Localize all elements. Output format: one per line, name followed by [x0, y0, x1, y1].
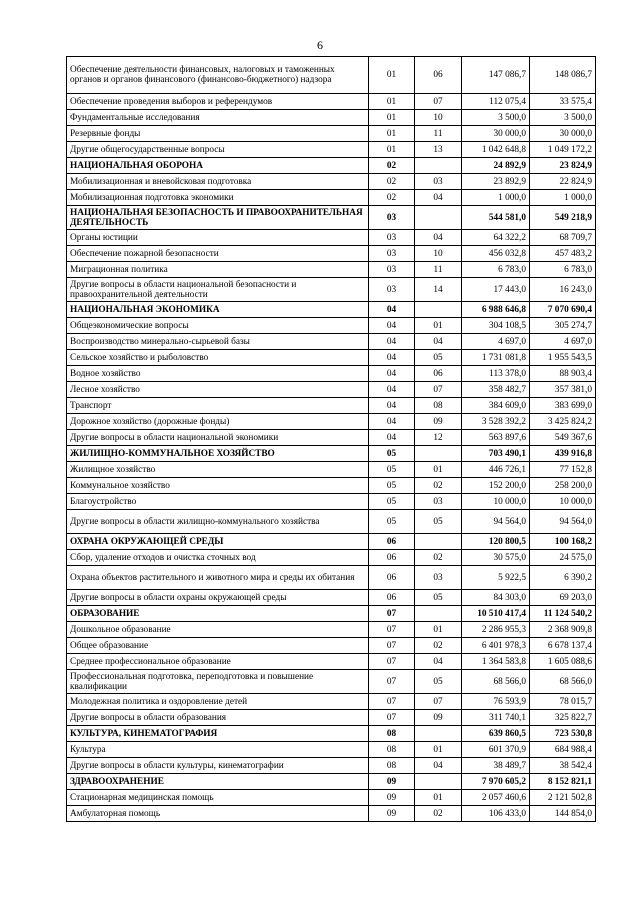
item-name: Дорожное хозяйство (дорожные фонды) [67, 414, 369, 430]
subsection-code [415, 302, 462, 318]
item-name: Другие вопросы в области культуры, кинематографии [67, 758, 369, 774]
item-name: Лесное хозяйство [67, 382, 369, 398]
amount-year-1: 68 566,0 [462, 670, 530, 694]
section-code: 04 [369, 382, 415, 398]
table-row [67, 94, 596, 110]
amount-year-1: 38 489,7 [462, 758, 530, 774]
amount-year-1: 4 697,0 [462, 334, 530, 350]
amount-year-2: 88 903,4 [530, 366, 596, 382]
subsection-code: 14 [415, 278, 462, 302]
subsection-code [415, 606, 462, 622]
amount-year-2: 1 049 172,2 [530, 142, 596, 158]
subsection-code: 04 [415, 334, 462, 350]
table-row [67, 510, 596, 534]
table-row [67, 638, 596, 654]
amount-year-1: 84 303,0 [462, 590, 530, 606]
subsection-code: 05 [415, 350, 462, 366]
item-name: Мобилизационная подготовка экономики [67, 190, 369, 206]
item-name: Жилищное хозяйство [67, 462, 369, 478]
budget-table-body [67, 57, 596, 822]
amount-year-1: 3 528 392,2 [462, 414, 530, 430]
amount-year-1: 304 108,5 [462, 318, 530, 334]
subsection-code: 07 [415, 94, 462, 110]
subsection-code: 09 [415, 414, 462, 430]
item-name: ЖИЛИЩНО-КОММУНАЛЬНОЕ ХОЗЯЙСТВО [67, 446, 369, 462]
amount-year-1: 601 370,9 [462, 742, 530, 758]
section-code: 06 [369, 534, 415, 550]
section-code: 08 [369, 758, 415, 774]
table-row [67, 126, 596, 142]
amount-year-2: 357 381,0 [530, 382, 596, 398]
section-code: 07 [369, 622, 415, 638]
amount-year-1: 17 443,0 [462, 278, 530, 302]
amount-year-1: 30 575,0 [462, 550, 530, 566]
amount-year-2: 69 203,0 [530, 590, 596, 606]
subsection-code: 01 [415, 742, 462, 758]
amount-year-1: 30 000,0 [462, 126, 530, 142]
item-name: Водное хозяйство [67, 366, 369, 382]
item-name: Среднее профессиональное образование [67, 654, 369, 670]
section-code: 01 [369, 142, 415, 158]
table-row [67, 230, 596, 246]
amount-year-1: 106 433,0 [462, 806, 530, 822]
amount-year-1: 3 500,0 [462, 110, 530, 126]
item-name: Транспорт [67, 398, 369, 414]
subsection-code: 10 [415, 110, 462, 126]
table-row [67, 350, 596, 366]
section-code: 04 [369, 318, 415, 334]
table-row [67, 622, 596, 638]
table-row [67, 206, 596, 230]
section-code: 01 [369, 126, 415, 142]
amount-year-1: 703 490,1 [462, 446, 530, 462]
section-code: 07 [369, 710, 415, 726]
amount-year-1: 544 581,0 [462, 206, 530, 230]
subsection-code: 06 [415, 366, 462, 382]
amount-year-2: 144 854,0 [530, 806, 596, 822]
table-row [67, 494, 596, 510]
page-number: 6 [317, 38, 323, 52]
subsection-code: 13 [415, 142, 462, 158]
amount-year-1: 10 510 417,4 [462, 606, 530, 622]
table-row [67, 550, 596, 566]
amount-year-2: 7 070 690,4 [530, 302, 596, 318]
table-row [67, 670, 596, 694]
subsection-code: 05 [415, 590, 462, 606]
item-name: Общее образование [67, 638, 369, 654]
amount-year-2: 68 566,0 [530, 670, 596, 694]
section-code: 07 [369, 670, 415, 694]
amount-year-2: 549 218,9 [530, 206, 596, 230]
amount-year-2: 305 274,7 [530, 318, 596, 334]
table-row [67, 278, 596, 302]
section-code: 07 [369, 638, 415, 654]
item-name: ОХРАНА ОКРУЖАЮЩЕЙ СРЕДЫ [67, 534, 369, 550]
amount-year-1: 152 200,0 [462, 478, 530, 494]
amount-year-1: 1 731 081,8 [462, 350, 530, 366]
table-row [67, 534, 596, 550]
section-code: 05 [369, 446, 415, 462]
subsection-code: 01 [415, 790, 462, 806]
table-row [67, 462, 596, 478]
section-code: 07 [369, 694, 415, 710]
section-code: 04 [369, 302, 415, 318]
section-code: 03 [369, 206, 415, 230]
subsection-code: 09 [415, 710, 462, 726]
amount-year-2: 2 121 502,8 [530, 790, 596, 806]
subsection-code: 04 [415, 190, 462, 206]
item-name: Резервные фонды [67, 126, 369, 142]
amount-year-1: 23 892,9 [462, 174, 530, 190]
item-name: Другие вопросы в области национальной экономики [67, 430, 369, 446]
amount-year-1: 2 057 460,6 [462, 790, 530, 806]
subsection-code: 04 [415, 654, 462, 670]
amount-year-2: 4 697,0 [530, 334, 596, 350]
table-row [67, 334, 596, 350]
amount-year-2: 439 916,8 [530, 446, 596, 462]
amount-year-1: 358 482,7 [462, 382, 530, 398]
amount-year-1: 446 726,1 [462, 462, 530, 478]
section-code: 04 [369, 414, 415, 430]
section-code: 08 [369, 726, 415, 742]
table-row [67, 318, 596, 334]
section-code: 05 [369, 478, 415, 494]
amount-year-1: 113 378,0 [462, 366, 530, 382]
subsection-code: 06 [415, 57, 462, 94]
table-row [67, 726, 596, 742]
section-code: 04 [369, 430, 415, 446]
amount-year-2: 3 425 824,2 [530, 414, 596, 430]
amount-year-2: 325 822,7 [530, 710, 596, 726]
section-code: 07 [369, 654, 415, 670]
item-name: Обеспечение пожарной безопасности [67, 246, 369, 262]
amount-year-1: 76 593,9 [462, 694, 530, 710]
amount-year-1: 1 364 583,8 [462, 654, 530, 670]
subsection-code [415, 206, 462, 230]
section-code: 09 [369, 806, 415, 822]
section-code: 02 [369, 190, 415, 206]
subsection-code: 11 [415, 126, 462, 142]
item-name: Органы юстиции [67, 230, 369, 246]
item-name: Миграционная политика [67, 262, 369, 278]
amount-year-1: 2 286 955,3 [462, 622, 530, 638]
section-code: 03 [369, 262, 415, 278]
item-name: Фундаментальные исследования [67, 110, 369, 126]
table-row [67, 790, 596, 806]
amount-year-2: 258 200,0 [530, 478, 596, 494]
section-code: 09 [369, 774, 415, 790]
subsection-code: 07 [415, 694, 462, 710]
amount-year-2: 78 015,7 [530, 694, 596, 710]
item-name: НАЦИОНАЛЬНАЯ ОБОРОНА [67, 158, 369, 174]
amount-year-1: 456 032,8 [462, 246, 530, 262]
table-row [67, 190, 596, 206]
amount-year-2: 22 824,9 [530, 174, 596, 190]
table-row [67, 758, 596, 774]
table-row [67, 566, 596, 590]
subsection-code: 02 [415, 550, 462, 566]
amount-year-2: 6 390,2 [530, 566, 596, 590]
table-row [67, 446, 596, 462]
subsection-code: 12 [415, 430, 462, 446]
amount-year-2: 94 564,0 [530, 510, 596, 534]
section-code: 01 [369, 57, 415, 94]
amount-year-1: 1 000,0 [462, 190, 530, 206]
table-row [67, 590, 596, 606]
table-row [67, 57, 596, 94]
amount-year-2: 77 152,8 [530, 462, 596, 478]
amount-year-1: 24 892,9 [462, 158, 530, 174]
table-row [67, 382, 596, 398]
table-row [67, 654, 596, 670]
item-name: Другие вопросы в области охраны окружающей среды [67, 590, 369, 606]
amount-year-2: 23 824,9 [530, 158, 596, 174]
section-code: 04 [369, 366, 415, 382]
table-row [67, 398, 596, 414]
amount-year-2: 1 605 088,6 [530, 654, 596, 670]
item-name: Сельское хозяйство и рыболовство [67, 350, 369, 366]
table-row [67, 262, 596, 278]
subsection-code: 04 [415, 758, 462, 774]
section-code: 05 [369, 462, 415, 478]
section-code: 06 [369, 550, 415, 566]
subsection-code [415, 774, 462, 790]
amount-year-1: 112 075,4 [462, 94, 530, 110]
subsection-code [415, 534, 462, 550]
amount-year-1: 7 970 605,2 [462, 774, 530, 790]
item-name: Обеспечение проведения выборов и референдумов [67, 94, 369, 110]
amount-year-1: 64 322,2 [462, 230, 530, 246]
subsection-code: 03 [415, 566, 462, 590]
table-row [67, 302, 596, 318]
section-code: 09 [369, 790, 415, 806]
amount-year-2: 8 152 821,1 [530, 774, 596, 790]
item-name: Сбор, удаление отходов и очистка сточных вод [67, 550, 369, 566]
amount-year-2: 30 000,0 [530, 126, 596, 142]
subsection-code: 08 [415, 398, 462, 414]
table-row [67, 246, 596, 262]
amount-year-2: 383 699,0 [530, 398, 596, 414]
item-name: Другие вопросы в области жилищно-коммунального хозяйства [67, 510, 369, 534]
section-code: 01 [369, 94, 415, 110]
section-code: 05 [369, 510, 415, 534]
amount-year-2: 1 955 543,5 [530, 350, 596, 366]
amount-year-2: 684 988,4 [530, 742, 596, 758]
section-code: 07 [369, 606, 415, 622]
item-name: НАЦИОНАЛЬНАЯ ЭКОНОМИКА [67, 302, 369, 318]
section-code: 02 [369, 174, 415, 190]
item-name: Амбулаторная помощь [67, 806, 369, 822]
item-name: Мобилизационная и вневойсковая подготовка [67, 174, 369, 190]
section-code: 04 [369, 398, 415, 414]
amount-year-1: 120 800,5 [462, 534, 530, 550]
table-row [67, 142, 596, 158]
subsection-code: 01 [415, 318, 462, 334]
amount-year-2: 38 542,4 [530, 758, 596, 774]
item-name: ОБРАЗОВАНИЕ [67, 606, 369, 622]
item-name: Дошкольное образование [67, 622, 369, 638]
item-name: Культура [67, 742, 369, 758]
subsection-code: 11 [415, 262, 462, 278]
item-name: Другие вопросы в области национальной безопасности и правоохранительной деятельности [67, 278, 369, 302]
amount-year-2: 11 124 540,2 [530, 606, 596, 622]
table-row [67, 158, 596, 174]
amount-year-2: 10 000,0 [530, 494, 596, 510]
item-name: Охрана объектов растительного и животного мира и среды их обитания [67, 566, 369, 590]
amount-year-1: 563 897,6 [462, 430, 530, 446]
item-name: Благоустройство [67, 494, 369, 510]
amount-year-2: 1 000,0 [530, 190, 596, 206]
amount-year-2: 549 367,6 [530, 430, 596, 446]
subsection-code: 04 [415, 230, 462, 246]
amount-year-2: 16 243,0 [530, 278, 596, 302]
amount-year-1: 1 042 648,8 [462, 142, 530, 158]
table-row [67, 742, 596, 758]
subsection-code: 10 [415, 246, 462, 262]
amount-year-2: 68 709,7 [530, 230, 596, 246]
table-row [67, 694, 596, 710]
subsection-code [415, 726, 462, 742]
subsection-code: 05 [415, 510, 462, 534]
amount-year-1: 6 783,0 [462, 262, 530, 278]
table-row [67, 774, 596, 790]
amount-year-1: 639 860,5 [462, 726, 530, 742]
subsection-code: 07 [415, 382, 462, 398]
table-row [67, 366, 596, 382]
subsection-code: 02 [415, 806, 462, 822]
amount-year-2: 33 575,4 [530, 94, 596, 110]
item-name: Коммунальное хозяйство [67, 478, 369, 494]
item-name: ЗДРАВООХРАНЕНИЕ [67, 774, 369, 790]
item-name: Другие вопросы в области образования [67, 710, 369, 726]
amount-year-2: 457 483,2 [530, 246, 596, 262]
table-row [67, 430, 596, 446]
subsection-code: 02 [415, 478, 462, 494]
amount-year-2: 3 500,0 [530, 110, 596, 126]
subsection-code: 03 [415, 174, 462, 190]
section-code: 03 [369, 246, 415, 262]
table-row [67, 806, 596, 822]
table-row [67, 710, 596, 726]
amount-year-1: 147 086,7 [462, 57, 530, 94]
item-name: Стационарная медицинская помощь [67, 790, 369, 806]
section-code: 01 [369, 110, 415, 126]
amount-year-2: 2 368 909,8 [530, 622, 596, 638]
item-name: Другие общегосударственные вопросы [67, 142, 369, 158]
item-name: КУЛЬТУРА, КИНЕМАТОГРАФИЯ [67, 726, 369, 742]
section-code: 04 [369, 334, 415, 350]
item-name: НАЦИОНАЛЬНАЯ БЕЗОПАСНОСТЬ И ПРАВООХРАНИТЕЛЬНАЯ ДЕЯТЕЛЬНОСТЬ [67, 206, 369, 230]
amount-year-2: 6 678 137,4 [530, 638, 596, 654]
amount-year-2: 6 783,0 [530, 262, 596, 278]
item-name: Молодежная политика и оздоровление детей [67, 694, 369, 710]
subsection-code [415, 446, 462, 462]
section-code: 05 [369, 494, 415, 510]
item-name: Общеэкономические вопросы [67, 318, 369, 334]
section-code: 04 [369, 350, 415, 366]
amount-year-1: 384 609,0 [462, 398, 530, 414]
subsection-code: 02 [415, 638, 462, 654]
section-code: 03 [369, 230, 415, 246]
section-code: 03 [369, 278, 415, 302]
section-code: 06 [369, 566, 415, 590]
amount-year-2: 723 530,8 [530, 726, 596, 742]
amount-year-1: 5 922,5 [462, 566, 530, 590]
table-row [67, 110, 596, 126]
subsection-code: 01 [415, 622, 462, 638]
budget-table [66, 56, 596, 822]
amount-year-2: 148 086,7 [530, 57, 596, 94]
table-row [67, 606, 596, 622]
table-row [67, 174, 596, 190]
item-name: Воспроизводство минерально-сырьевой базы [67, 334, 369, 350]
table-row [67, 414, 596, 430]
subsection-code: 01 [415, 462, 462, 478]
section-code: 02 [369, 158, 415, 174]
amount-year-1: 6 988 646,8 [462, 302, 530, 318]
section-code: 08 [369, 742, 415, 758]
item-name: Профессиональная подготовка, переподготовка и повышение квалификации [67, 670, 369, 694]
subsection-code: 05 [415, 670, 462, 694]
amount-year-2: 24 575,0 [530, 550, 596, 566]
amount-year-1: 10 000,0 [462, 494, 530, 510]
section-code: 06 [369, 590, 415, 606]
subsection-code [415, 158, 462, 174]
amount-year-1: 94 564,0 [462, 510, 530, 534]
item-name: Обеспечение деятельности финансовых, налоговых и таможенных органов и органов финансового (финансово-бюджетного) надзора [67, 57, 369, 94]
amount-year-1: 311 740,1 [462, 710, 530, 726]
table-row [67, 478, 596, 494]
amount-year-1: 6 401 978,3 [462, 638, 530, 654]
subsection-code: 03 [415, 494, 462, 510]
amount-year-2: 100 168,2 [530, 534, 596, 550]
